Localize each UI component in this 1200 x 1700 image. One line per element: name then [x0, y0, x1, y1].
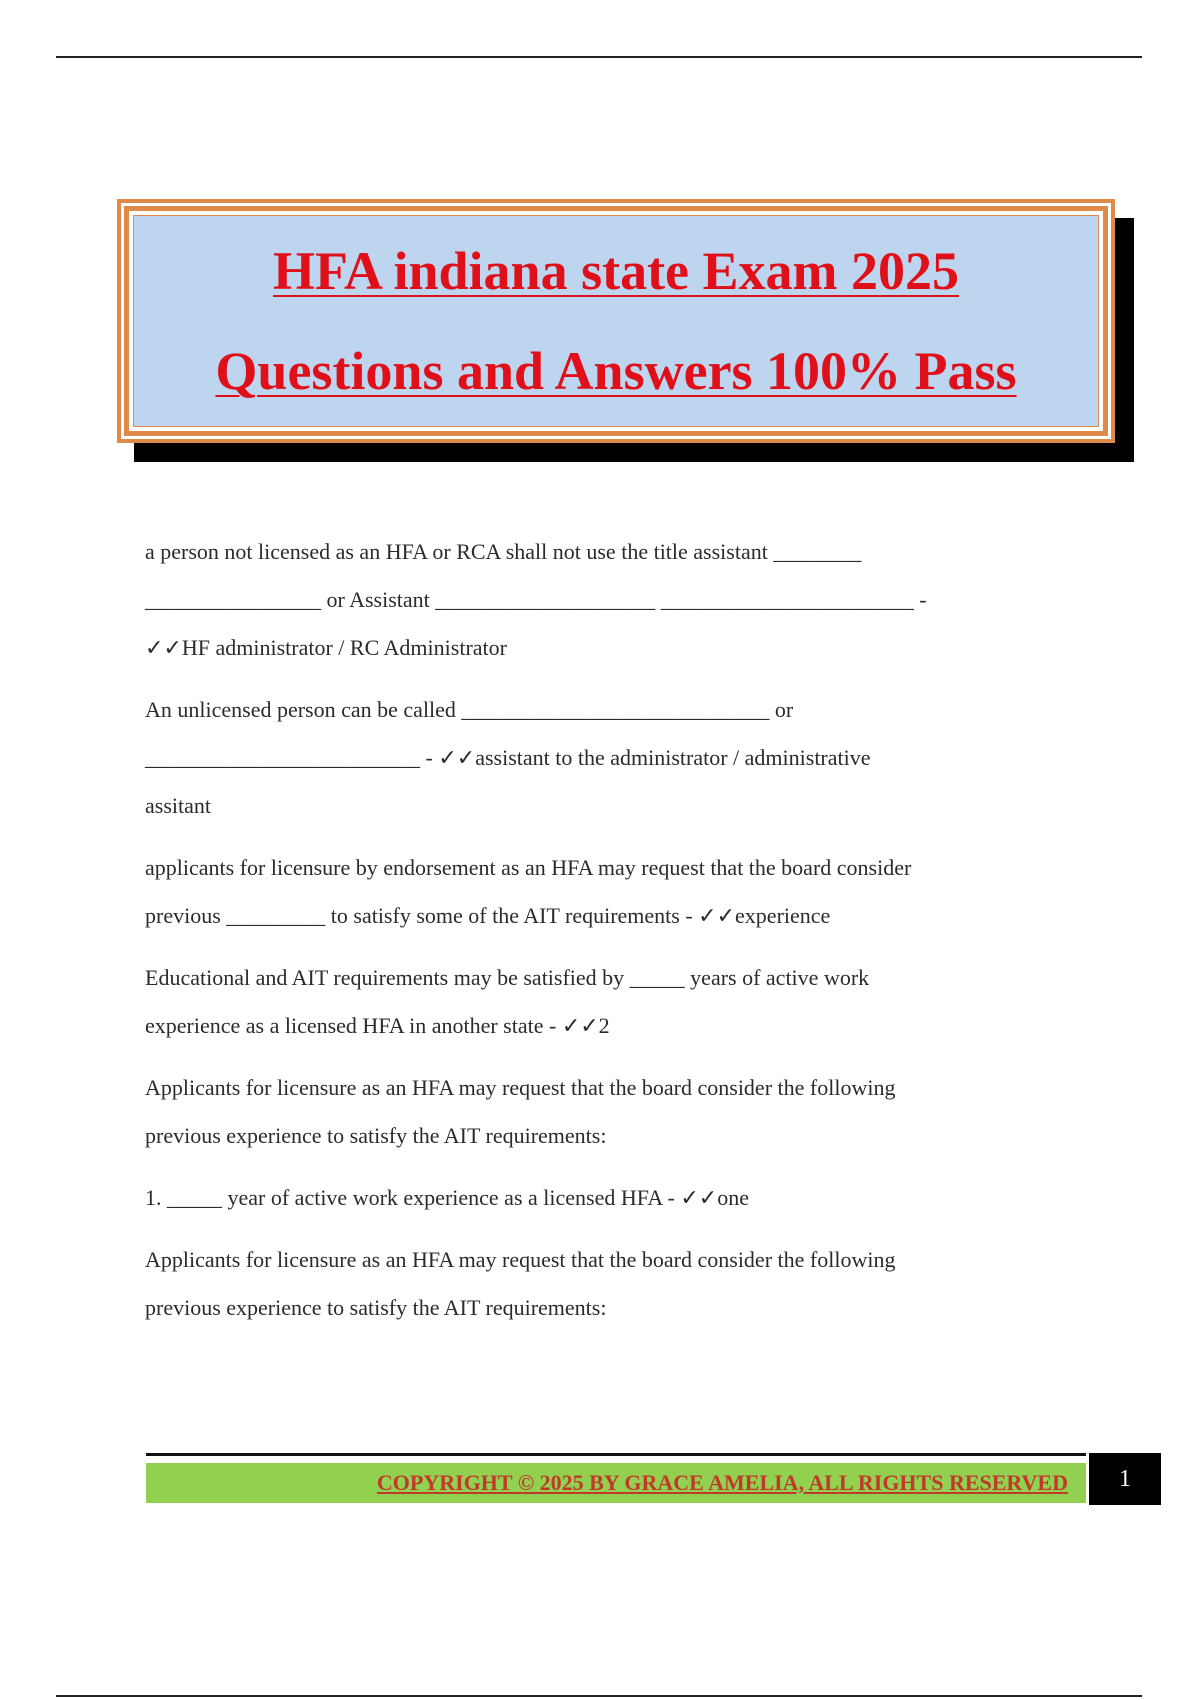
- qa-line: applicants for licensure by endorsement as an HFA may request that the board consider: [145, 855, 912, 880]
- qa-item-3: [145, 844, 1095, 940]
- qa-item-1: [145, 528, 1095, 672]
- footer-bar: [146, 1463, 1086, 1503]
- qa-line: a person not licensed as an HFA or RCA shall not use the title assistant ________: [145, 539, 862, 564]
- qa-item-4: [145, 954, 1095, 1050]
- qa-line: Applicants for licensure as an HFA may request that the board consider the following: [145, 1247, 896, 1272]
- qa-line: assitant: [145, 793, 211, 818]
- title-banner-frame: [124, 206, 1108, 436]
- qa-line: An unlicensed person can be called ____________________________ or: [145, 697, 794, 722]
- copyright-text: COPYRIGHT © 2025 BY GRACE AMELIA, ALL RIGHTS RESERVED: [376, 1470, 1068, 1495]
- qa-item-5: [145, 1064, 1095, 1160]
- title-line-1: HFA indiana state Exam 2025: [272, 241, 960, 301]
- title-banner-panel: [133, 215, 1099, 427]
- title-banner: [117, 199, 1115, 443]
- qa-item-2: [145, 686, 1095, 830]
- bottom-rule: [56, 1695, 1142, 1697]
- qa-line: previous experience to satisfy the AIT requirements:: [145, 1295, 607, 1320]
- qa-item-7: [145, 1236, 1095, 1332]
- qa-line: _________________________ - ✓✓assistant to the administrator / administrative: [145, 745, 871, 770]
- qa-line: ________________ or Assistant ____________________ _______________________ -: [145, 587, 927, 612]
- qa-line: Educational and AIT requirements may be satisfied by _____ years of active work: [145, 965, 870, 990]
- qa-line: Applicants for licensure as an HFA may request that the board consider the following: [145, 1075, 896, 1100]
- top-rule: [56, 56, 1142, 58]
- qa-line: previous experience to satisfy the AIT requirements:: [145, 1123, 607, 1148]
- qa-answer-line: ✓✓HF administrator / RC Administrator: [145, 635, 507, 660]
- page-number: 1: [1089, 1453, 1161, 1505]
- qa-content: [145, 528, 1095, 1346]
- title-line-2: Questions and Answers 100% Pass: [215, 341, 1017, 401]
- qa-item-6: [145, 1174, 1095, 1222]
- footer-rule: [146, 1453, 1086, 1456]
- qa-line: previous _________ to satisfy some of the AIT requirements - ✓✓experience: [145, 903, 831, 928]
- qa-line: experience as a licensed HFA in another state - ✓✓2: [145, 1013, 610, 1038]
- qa-line: 1. _____ year of active work experience as a licensed HFA - ✓✓one: [145, 1185, 749, 1210]
